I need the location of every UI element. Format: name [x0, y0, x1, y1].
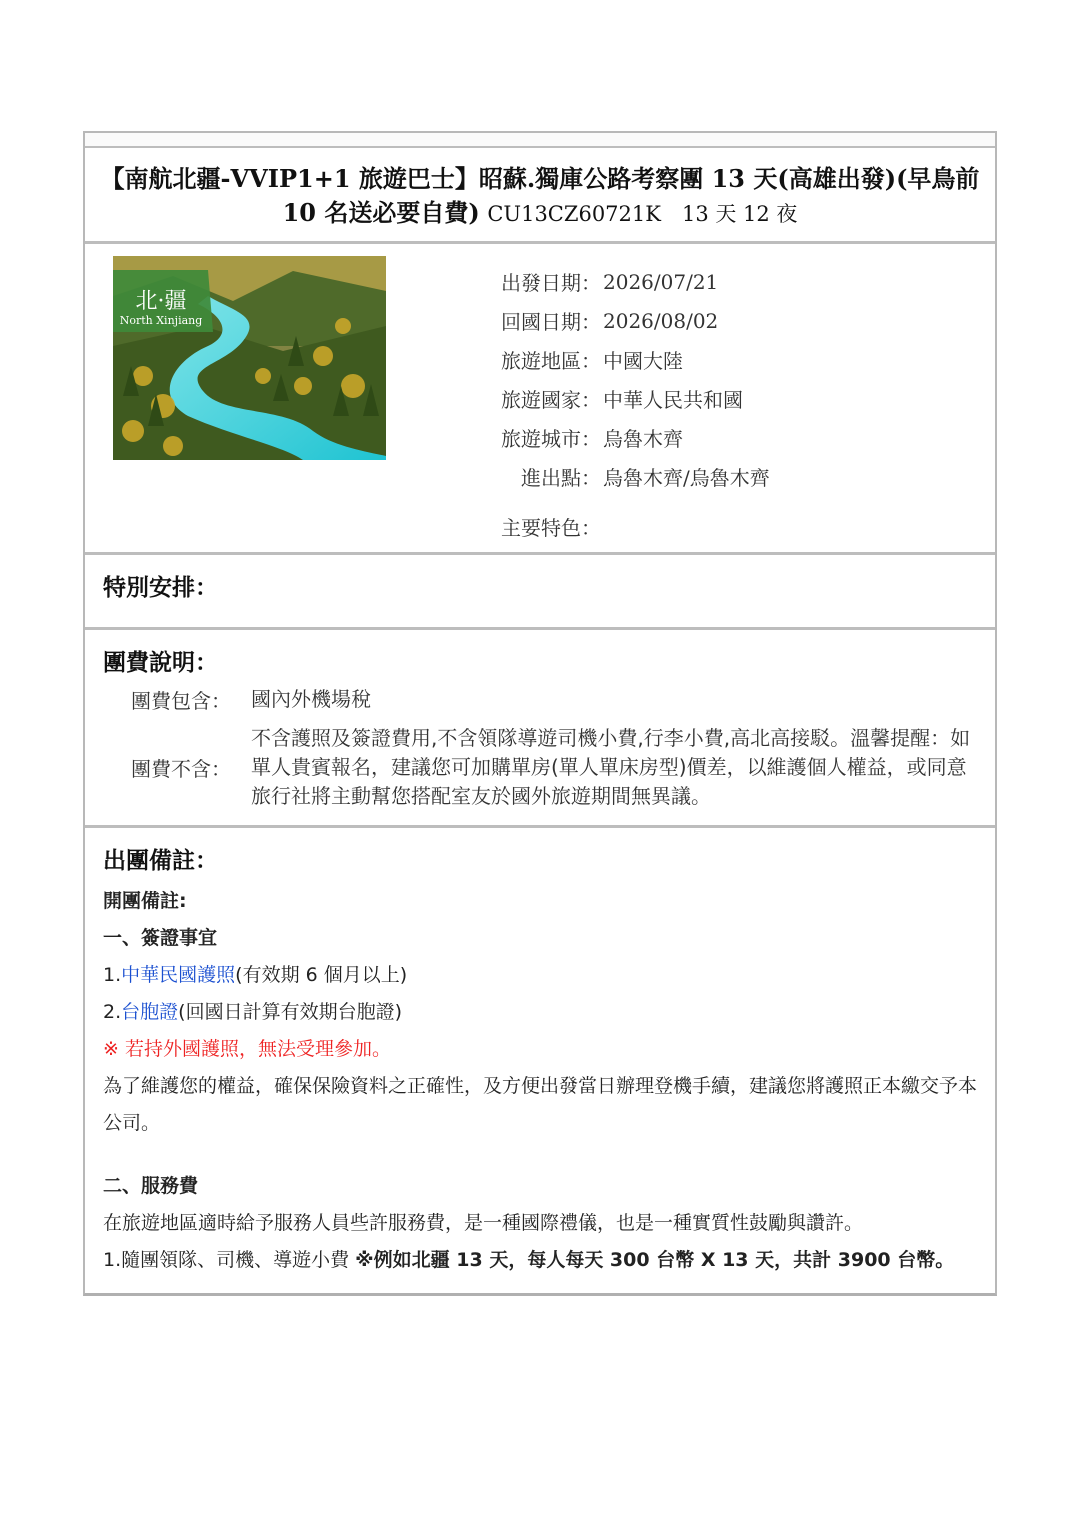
service-title: 二、服務費: [103, 1175, 199, 1197]
item-text: (有效期 6 個月以上): [235, 964, 408, 986]
info-label: 出發日期：: [501, 271, 601, 295]
info-row-depart: [483, 262, 770, 301]
title-section: [85, 148, 995, 244]
tour-code: CU13CZ60721K 13 天 12 夜: [487, 202, 798, 226]
photo-caption-en: North Xinjiang: [119, 314, 203, 327]
info-label: 旅遊地區：: [501, 349, 601, 373]
fee-exclude-row: [85, 724, 995, 811]
fee-include-label: 團費包含：: [131, 689, 231, 713]
fee-exclude-value: 不含護照及簽證費用,不含領隊導遊司機小費,行李小費,高北高接駁。溫馨提醒：如單人貴賓報名，建議您可加購單房(單人單床房型)價差，以維護個人權益，或同意旅行社將主動幫您搭配室友於國外旅遊期間無異議。: [251, 726, 971, 808]
info-row-gateway: [483, 457, 770, 496]
notes-body: [85, 883, 995, 1293]
fee-include-row: [85, 685, 995, 714]
tour-title: [85, 148, 995, 241]
fee-exclude-label: 團費不含：: [131, 757, 231, 781]
fee-heading: 團費說明：: [103, 650, 218, 676]
fee-include-value: 國內外機場稅: [251, 687, 371, 711]
info-value: 2026/07/21: [603, 269, 719, 294]
visa-item-2: [103, 994, 977, 1031]
special-heading: 特別安排：: [103, 575, 218, 601]
info-value: 烏魯木齊/烏魯木齊: [603, 466, 770, 490]
info-row-country: [483, 379, 770, 418]
tip-prefix: 1.隨團領隊、司機、導遊小費: [103, 1249, 356, 1271]
info-row-city: [483, 418, 770, 457]
notes-section: [85, 828, 995, 1293]
info-label: 旅遊城市：: [501, 427, 601, 451]
item-number: 2.: [103, 1001, 122, 1023]
info-value: 烏魯木齊: [603, 427, 683, 451]
tip-example: ※例如北疆 13 天，每人每天 300 台幣 X 13 天，共計 3900 台幣。: [355, 1249, 955, 1271]
info-list: [483, 262, 770, 546]
info-section: [85, 244, 995, 555]
fee-section: [85, 630, 995, 828]
tour-photo: [113, 256, 386, 460]
info-value: 中國大陸: [603, 349, 683, 373]
tip-item: [103, 1242, 977, 1279]
notes-subheading: 開團備註:: [103, 890, 187, 912]
info-row-region: [483, 340, 770, 379]
photo-caption-cn: 北·疆: [135, 289, 187, 314]
tour-document: [83, 131, 997, 1296]
info-label: 主要特色：: [501, 516, 601, 540]
info-value: 2026/08/02: [603, 308, 719, 333]
tour-name: 【南航北疆-VVIP1+1 旅遊巴士】昭蘇.獨庫公路考察團 13 天(高雄出發)(早鳥前 10 名送必要自費): [100, 164, 980, 227]
item-text: (回國日計算有效期台胞證): [178, 1001, 402, 1023]
special-section: [85, 555, 995, 630]
passport-link[interactable]: 中華民國護照: [121, 964, 236, 986]
visa-title: 一、簽證事宜: [103, 927, 218, 949]
visa-item-1: [103, 957, 977, 994]
mtp-link[interactable]: 台胞證: [121, 1001, 179, 1023]
service-text: 在旅遊地區適時給予服務人員些許服務費，是一種國際禮儀，也是一種實質性鼓勵與讚許。: [103, 1212, 864, 1234]
info-label: 旅遊國家：: [501, 388, 601, 412]
info-value: 中華人民共和國: [603, 388, 743, 412]
info-row-features: [483, 507, 770, 546]
info-label: 回國日期：: [501, 310, 601, 334]
passport-advice: 為了維護您的權益，確保保險資料之正確性，及方便出發當日辦理登機手續，建議您將護照正本繳交予本公司。: [103, 1075, 978, 1134]
item-number: 1.: [103, 964, 122, 986]
notes-heading: 出團備註：: [103, 848, 218, 874]
info-row-return: [483, 301, 770, 340]
top-strip: [85, 133, 995, 148]
info-label: 進出點：: [521, 466, 601, 490]
foreign-passport-warning: ※ 若持外國護照，無法受理參加。: [103, 1038, 391, 1060]
